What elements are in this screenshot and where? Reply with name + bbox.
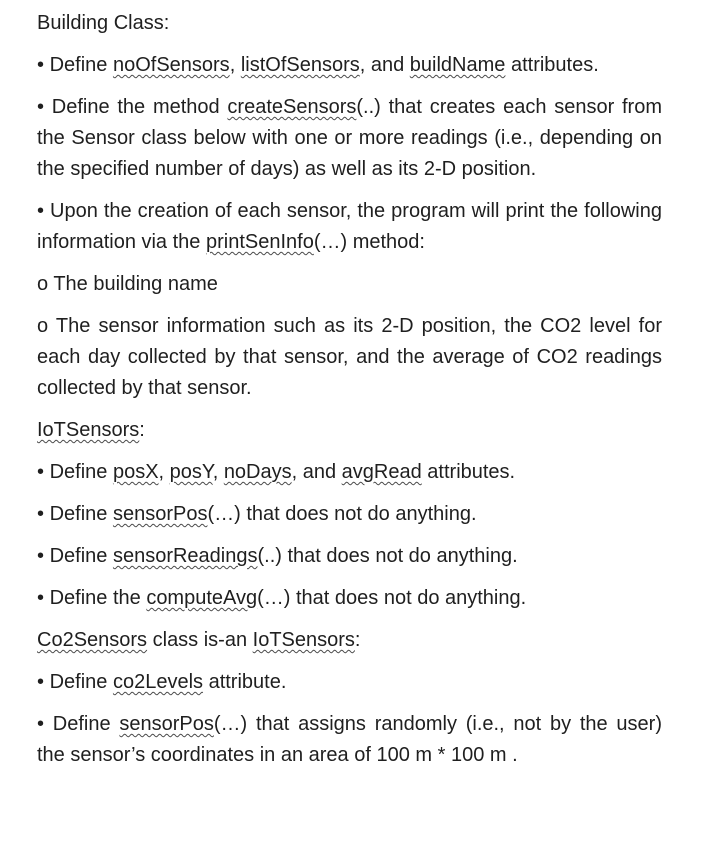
- identifier: noOfSensors: [112, 54, 230, 76]
- bullet-glyph: •: [37, 96, 45, 118]
- identifier: avgRead: [341, 461, 422, 483]
- bullet-sensor-pos-random: • Define sensorPos(…) that assigns randomly (i.e., not by the user) the sensor’s coordinates in an area of 100 m * 100 m .: [37, 713, 662, 766]
- bullet-glyph: •: [37, 54, 45, 76]
- bullet-create-sensors: • Define the method createSensors(..) that creates each sensor from the Sensor class below with one or more readings (i.e., depending on the specified number of days) as well as its 2-D position.: [37, 96, 663, 180]
- identifier: Co2Sensors: [37, 629, 148, 651]
- identifier: buildName: [409, 54, 506, 76]
- bullet-glyph: •: [37, 671, 45, 693]
- bullet-sensor-pos-abstract: • Define sensorPos(…) that does not do anything.: [37, 503, 477, 525]
- identifier: IoTSensors: [37, 419, 140, 441]
- co2-sensors-heading: Co2Sensors class is-an IoTSensors:: [37, 629, 361, 651]
- bullet-glyph: •: [37, 545, 45, 567]
- iot-sensors-heading: IoTSensors:: [37, 419, 145, 441]
- bullet-sensor-readings: • Define sensorReadings(..) that does not do anything.: [37, 545, 518, 567]
- identifier: sensorPos: [119, 713, 214, 735]
- bullet-glyph: •: [37, 587, 45, 609]
- bullet-building-attributes: • Define noOfSensors, listOfSensors, and buildName attributes.: [37, 54, 599, 76]
- identifier: listOfSensors: [240, 54, 360, 76]
- bullet-glyph: •: [37, 713, 45, 735]
- bullet-print-info: • Upon the creation of each sensor, the program will print the following information via the printSenInfo(…) method:: [37, 200, 662, 253]
- bullet-glyph: •: [37, 461, 45, 483]
- identifier: posY: [169, 461, 213, 483]
- identifier: computeAvg: [146, 587, 258, 609]
- building-class-heading: Building Class:: [37, 12, 170, 34]
- identifier: IoTSensors: [252, 629, 355, 651]
- subitem-building-name: o The building name: [37, 273, 218, 295]
- bullet-compute-avg: • Define the computeAvg(…) that does not do anything.: [37, 587, 527, 609]
- identifier: co2Levels: [112, 671, 204, 693]
- bullet-co2-levels: • Define co2Levels attribute.: [37, 671, 287, 693]
- bullet-iot-attributes: • Define posX, posY, noDays, and avgRead attributes.: [37, 461, 516, 483]
- identifier: noDays: [223, 461, 292, 483]
- identifier: printSenInfo: [205, 231, 314, 253]
- subitem-sensor-information: o The sensor information such as its 2-D position, the CO2 level for each day collected by that sensor, and the average of CO2 readings collected by that sensor.: [37, 315, 662, 399]
- bullet-glyph: •: [37, 200, 45, 222]
- identifier: createSensors: [227, 96, 357, 118]
- identifier: sensorPos: [112, 503, 208, 525]
- identifier: sensorReadings: [112, 545, 258, 567]
- bullet-glyph: •: [37, 503, 45, 525]
- identifier: posX: [112, 461, 159, 483]
